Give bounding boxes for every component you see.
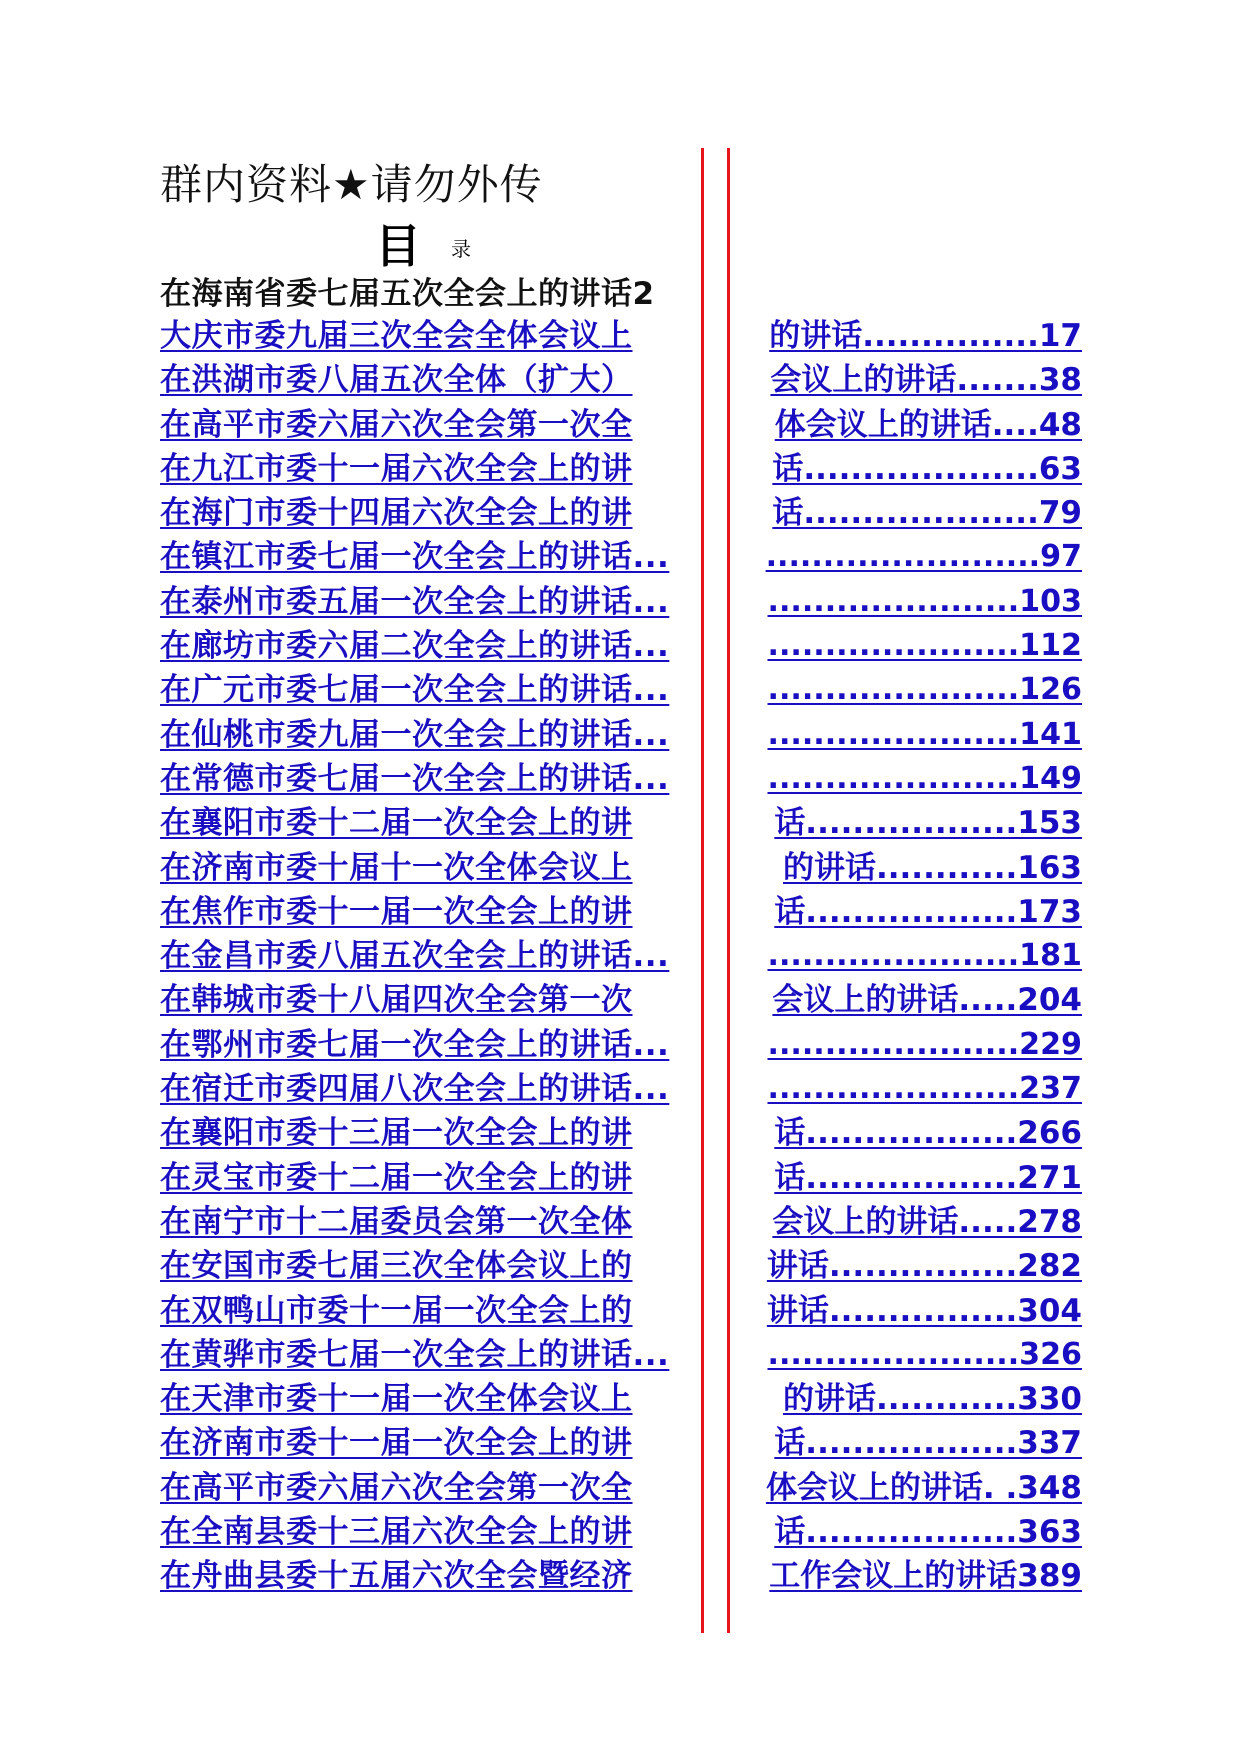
toc-entry-link[interactable]: 在焦作市委十一届一次全会上的讲 bbox=[160, 893, 633, 930]
toc-row bbox=[0, 1291, 1240, 1335]
toc-entry-page-link[interactable]: 话..................271 bbox=[774, 1159, 1082, 1196]
toc-entry-link[interactable]: 在济南市委十届十一次全体会议上 bbox=[160, 849, 633, 886]
toc-entry-link[interactable]: 在天津市委十一届一次全体会议上 bbox=[160, 1381, 633, 1418]
toc-row bbox=[0, 980, 1240, 1024]
toc-entry-page-link[interactable]: 话..................337 bbox=[774, 1425, 1082, 1462]
toc-entry-page-link[interactable]: ........................97 bbox=[765, 539, 1082, 575]
toc-entry-link[interactable]: 在襄阳市委十二届一次全会上的讲 bbox=[160, 805, 633, 842]
toc-row bbox=[0, 1556, 1240, 1600]
toc-entry-page-link[interactable]: ......................112 bbox=[767, 628, 1082, 664]
toc-entry-page-link[interactable]: ......................181 bbox=[767, 938, 1082, 974]
toc-entry-page-link[interactable]: 的讲话............330 bbox=[782, 1381, 1082, 1418]
toc-row bbox=[0, 626, 1240, 670]
toc-row bbox=[0, 1158, 1240, 1202]
toc-row bbox=[0, 936, 1240, 980]
toc-row bbox=[0, 1468, 1240, 1512]
toc-entry-page-link[interactable]: 体会议上的讲话. .348 bbox=[765, 1469, 1082, 1506]
toc-entry-page-link[interactable]: 话..................363 bbox=[774, 1514, 1082, 1551]
toc-entry-page-link[interactable]: 话..................173 bbox=[774, 893, 1082, 930]
toc-entry-link[interactable]: 在廊坊市委六届二次全会上的讲话... bbox=[160, 628, 670, 665]
toc-row bbox=[0, 848, 1240, 892]
toc-entry-link[interactable]: 在双鸭山市委十一届一次全会上的 bbox=[160, 1292, 633, 1329]
toc-entry-link[interactable]: 在鄂州市委七届一次全会上的讲话... bbox=[160, 1026, 670, 1063]
toc-entry-link[interactable]: 在南宁市十二届委员会第一次全体 bbox=[160, 1203, 633, 1240]
toc-row bbox=[0, 405, 1240, 449]
toc-entry-link[interactable]: 在韩城市委十八届四次全会第一次 bbox=[160, 982, 633, 1019]
toc-row bbox=[0, 759, 1240, 803]
toc-row bbox=[0, 670, 1240, 714]
toc-row bbox=[0, 449, 1240, 493]
toc-title-small: 录 bbox=[451, 237, 471, 261]
toc-row bbox=[0, 803, 1240, 847]
toc-title-big: 目 bbox=[375, 219, 421, 273]
toc-entry-link[interactable]: 在黄骅市委七届一次全会上的讲话... bbox=[160, 1336, 670, 1373]
toc-entry-page-link[interactable]: 的讲话............163 bbox=[782, 849, 1082, 886]
toc-entry-page-link[interactable]: 话..................266 bbox=[774, 1115, 1082, 1152]
toc-row bbox=[0, 1069, 1240, 1113]
toc-entry-link[interactable]: 在济南市委十一届一次全会上的讲 bbox=[160, 1425, 633, 1462]
toc-entry-link[interactable]: 在镇江市委七届一次全会上的讲话... bbox=[160, 539, 670, 576]
toc-entry-page-link[interactable]: 讲话................304 bbox=[766, 1292, 1082, 1329]
toc-entry-page-link[interactable]: ......................229 bbox=[767, 1026, 1082, 1062]
toc-entry-page-link[interactable]: 讲话................282 bbox=[766, 1248, 1082, 1285]
toc-entry-page-link[interactable]: 会议上的讲话.....278 bbox=[772, 1203, 1082, 1240]
toc-entry-page-link[interactable]: 会议上的讲话.......38 bbox=[770, 362, 1082, 399]
toc-entry-link[interactable]: 在襄阳市委十三届一次全会上的讲 bbox=[160, 1115, 633, 1152]
toc-row bbox=[0, 1379, 1240, 1423]
toc-row bbox=[0, 582, 1240, 626]
toc-entry-page-link[interactable]: ......................149 bbox=[767, 760, 1082, 796]
toc-entry-link[interactable]: 在宿迁市委四届八次全会上的讲话... bbox=[160, 1071, 670, 1108]
toc-row bbox=[0, 1512, 1240, 1556]
toc-entry-link[interactable]: 在金昌市委八届五次全会上的讲话... bbox=[160, 938, 670, 975]
toc-entry-page-link[interactable]: 话..................153 bbox=[774, 805, 1082, 842]
toc-row bbox=[0, 1113, 1240, 1157]
toc-entry-page-link[interactable]: ......................126 bbox=[767, 672, 1082, 708]
toc-row bbox=[0, 892, 1240, 936]
toc-row bbox=[0, 715, 1240, 759]
toc-entry-page-link[interactable]: 会议上的讲话.....204 bbox=[772, 982, 1082, 1019]
toc-entry-link[interactable]: 在洪湖市委八届五次全体（扩大） bbox=[160, 362, 633, 399]
toc-entry-link[interactable]: 在高平市委六届六次全会第一次全 bbox=[160, 1469, 633, 1506]
toc-entry-page-link[interactable]: 工作会议上的讲话389 bbox=[769, 1558, 1082, 1595]
toc-first-entry: 在海南省委七届五次全会上的讲话2 bbox=[160, 276, 655, 312]
toc-entry-link[interactable]: 在高平市委六届六次全会第一次全 bbox=[160, 406, 633, 443]
toc-entry-link[interactable]: 在全南县委十三届六次全会上的讲 bbox=[160, 1514, 633, 1551]
toc-row bbox=[0, 1423, 1240, 1467]
toc-row bbox=[0, 1202, 1240, 1246]
toc-entry-page-link[interactable]: 体会议上的讲话....48 bbox=[774, 406, 1082, 443]
toc-entry-link[interactable]: 在广元市委七届一次全会上的讲话... bbox=[160, 672, 670, 709]
toc-entry-page-link[interactable]: ......................103 bbox=[767, 583, 1082, 619]
toc-entry-link[interactable]: 在海门市委十四届六次全会上的讲 bbox=[160, 495, 633, 532]
toc-entry-link[interactable]: 大庆市委九届三次全会全体会议上 bbox=[160, 318, 633, 354]
toc-entry-page-link[interactable]: 的讲话...............17 bbox=[769, 318, 1082, 354]
toc-entry-page-link[interactable]: ......................237 bbox=[767, 1071, 1082, 1107]
toc-entry-link[interactable]: 在灵宝市委十二届一次全会上的讲 bbox=[160, 1159, 633, 1196]
toc-entry-page-link[interactable]: 话....................63 bbox=[772, 450, 1082, 487]
toc-row bbox=[0, 493, 1240, 537]
toc-entries bbox=[0, 316, 1240, 1601]
toc-row bbox=[0, 1335, 1240, 1379]
page-header: 群内资料★请勿外传 bbox=[160, 160, 543, 209]
toc-title bbox=[375, 210, 471, 276]
toc-row bbox=[0, 1025, 1240, 1069]
toc-entry-link[interactable]: 在九江市委十一届六次全会上的讲 bbox=[160, 450, 633, 487]
toc-entry-link[interactable]: 在常德市委七届一次全会上的讲话... bbox=[160, 760, 670, 797]
toc-entry-link[interactable]: 在泰州市委五届一次全会上的讲话... bbox=[160, 583, 670, 620]
toc-entry-page-link[interactable]: ......................326 bbox=[767, 1336, 1082, 1372]
toc-entry-page-link[interactable]: ......................141 bbox=[767, 716, 1082, 752]
toc-entry-page-link[interactable]: 话....................79 bbox=[772, 495, 1082, 532]
toc-row bbox=[0, 537, 1240, 581]
toc-row bbox=[0, 360, 1240, 404]
toc-entry-link[interactable]: 在舟曲县委十五届六次全会暨经济 bbox=[160, 1558, 633, 1595]
toc-entry-link[interactable]: 在仙桃市委九届一次全会上的讲话... bbox=[160, 716, 670, 753]
toc-entry-link[interactable]: 在安国市委七届三次全体会议上的 bbox=[160, 1248, 633, 1285]
toc-row bbox=[0, 316, 1240, 360]
toc-row bbox=[0, 1246, 1240, 1290]
